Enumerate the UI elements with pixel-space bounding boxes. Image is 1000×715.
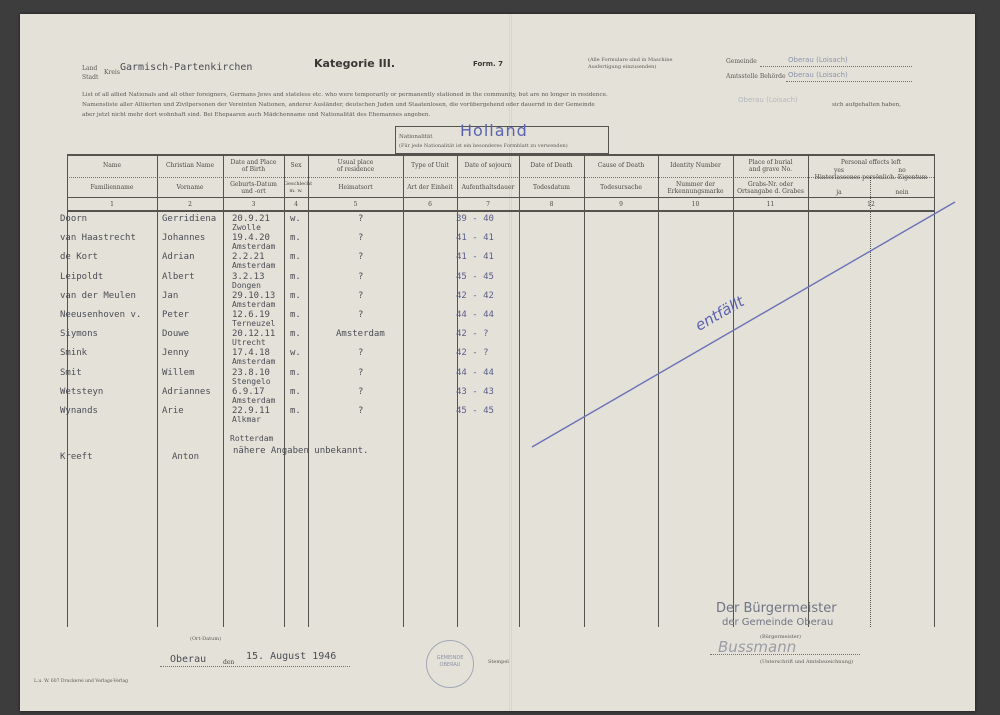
gemeinde-label: Gemeinde [726,58,757,65]
extra-row-place: Rotterdam [230,434,274,443]
col-num-9: 9 [619,201,623,208]
cell-residence: ? [358,348,364,359]
cell-birthplace: Amsterdam [232,357,276,367]
col-num-7: 7 [486,201,490,208]
cell-residence: ? [358,386,364,397]
col-head-death-cause: Cause of Death [597,162,645,169]
cell-sojourn: 42 - ? [456,329,489,340]
cell-birth: 3.2.13 [232,271,265,282]
cell-name: van der Meulen [60,290,136,301]
nationality-value: Holland [460,121,528,140]
col-head-residence: Usual place of residence [336,159,375,173]
document-page [20,14,975,711]
cell-name: Leipoldt [60,271,104,282]
col-head-death-date-de: Todesdatum [532,184,570,191]
ghost-stamp: Oberau (Loisach) [738,96,798,104]
gemeinde-value: Oberau (Loisach) [788,56,848,64]
col-head-effects-nein: nein [895,189,909,196]
col-head-death-date: Date of Death [530,162,573,169]
behoerde-value: Oberau (Loisach) [788,71,848,79]
col-head-christian: Christian Name [165,162,215,169]
col-head-effects-de: Hinterlassenes persönlich. Eigentum [814,174,928,181]
kreis-value: Garmisch-Partenkirchen [120,62,253,73]
header-divider [67,177,934,178]
cell-name: Siymons [60,329,98,340]
cell-first: Douwe [162,329,190,340]
intro-german-2: aber jetzt nicht mehr dort wohnhaft sind. Bei Ehepaaren auch Mädchenname und Nationalität des Ehemannes angeben. [82,112,431,118]
cell-sojourn: 45 - 45 [456,271,494,282]
intro-english: List of all allied Nationals and all other foreigners, Germans Jews and stateless etc. who were temporarily or permanently stationed in the community, but are no longer in residence. [82,92,608,98]
cell-sex: m. [290,329,301,340]
gemeinde-line [760,66,912,67]
cell-sex: m. [290,290,301,301]
printer-note: L.u. W. 607 Druckerei und Verlags-Verlag [34,679,129,684]
date-line [160,666,350,667]
cell-birthplace: Stengelo [232,376,271,386]
col-line-5 [403,154,404,627]
cell-residence: Amsterdam [336,329,385,340]
cell-sojourn: 43 - 43 [456,386,494,397]
extra-row-name: Kreeft [60,452,93,462]
cell-birth: 20.12.11 [232,329,276,340]
form-note-1: (Alle Formulare sind in Maschine [588,57,673,63]
cell-name: Neeusenhoven v. [60,310,142,320]
cell-residence: ? [358,271,364,282]
signature-caption: (Unterschrift und Amtsbezeichnung) [760,659,854,665]
cell-name: Doorn [60,214,88,224]
col-head-death-cause-de: Todesursache [600,184,642,191]
cell-sex: m. [290,271,301,282]
official-seal: GEMEINDE OBERAU [426,640,474,688]
col-line-3 [284,154,285,627]
cell-birthplace: Dongen [232,280,261,290]
form-title: Kategorie III. [314,57,396,70]
ort-datum-label: (Ort-Datum) [190,636,222,642]
col-num-8: 8 [549,201,554,208]
table-top-rule [67,154,934,156]
cell-sojourn: 44 - 44 [456,367,494,378]
cell-birth: 22.9.11 [232,406,270,416]
cell-sex: m. [290,367,301,378]
cell-birth: 19.4.20 [232,233,270,244]
form-number: Form. 7 [473,60,504,68]
signature-line [710,654,860,655]
cell-birthplace: Amsterdam [232,395,276,405]
cancel-mark: entfällt [692,292,748,335]
behoerde-label: Amtsstelle Behörde [726,73,786,80]
col-head-name-de: Familienname [90,184,134,191]
cell-first: Gerridiena [162,214,217,224]
cell-name: Smink [60,348,88,359]
form-note-2: Ausfertigung einzusenden) [588,64,657,70]
footer-date: 15. August 1946 [246,651,337,662]
cell-sojourn: 39 - 40 [456,214,494,224]
nationality-note: (Für jede Nationalität ist ein besonderes Formblatt zu verwenden) [399,143,568,149]
col-num-6: 6 [428,201,432,208]
cell-birthplace: Amsterdam [232,261,276,271]
col-head-unit-de: Art der Einheit [407,184,453,191]
cell-first: Jan [162,290,179,301]
cell-first: Adriannes [162,386,211,397]
col-head-birth-de: Geburts-Datum und -ort [230,181,277,195]
col-head-effects-yes: yes [833,167,845,174]
nationality-label: Nationalität [399,134,433,140]
col-head-effects-ja: ja [836,189,842,196]
cell-birthplace: Amsterdam [232,242,276,252]
kreis-label: Kreis [104,69,120,76]
col-num-4: 4 [294,201,298,208]
col-head-identity-de: Nummer der Erkennungsmarke [667,181,724,195]
cell-birthplace: Amsterdam [232,299,276,309]
cell-sex: m. [290,252,301,263]
cell-residence: ? [358,252,364,263]
stempel-label: Stempel [488,659,509,665]
col-head-sojourn-de: Aufenthaltsdauer [461,184,515,191]
cell-birth: 23.8.10 [232,367,270,378]
col-head-christian-de: Vorname [176,184,204,191]
cell-residence: ? [358,406,364,416]
col-head-identity: Identity Number [670,162,721,169]
cell-residence: ? [358,214,364,224]
cell-birthplace: Alkmar [232,415,261,424]
signature: Bussmann [718,638,797,656]
cell-birthplace: Zwolle [232,223,261,232]
cell-birthplace: Utrecht [232,338,266,348]
col-head-name: Name [102,162,122,169]
col-head-effects: Personal effects left [840,159,902,166]
col-num-11: 11 [766,201,775,208]
cell-birth: 20.9.21 [232,214,270,224]
signer-sub: (Bürgermeister) [760,634,801,640]
cell-sojourn: 42 - 42 [456,290,494,301]
cell-name: de Kort [60,252,98,263]
cell-first: Willem [162,367,195,378]
col-num-10: 10 [691,201,700,208]
col-head-sex-de: Geschlecht m. w. [284,181,313,194]
cell-birthplace: Terneuzel [232,319,276,328]
stadt-label: Stadt [82,74,99,81]
cell-birth: 29.10.13 [232,290,276,301]
cell-sex: m. [290,406,301,416]
cell-name: Wynands [60,406,98,416]
intro-german: Namensliste aller Alliierten und Zivilpersonen der Vereinten Nationen, anderer Ausländer, deutschen Juden und Staatenlosen, die vorübergehend oder dauernd in der Gemeinde [82,102,595,108]
col-line-2 [223,154,224,627]
cell-sex: m. [290,310,301,320]
extra-row-first: Anton [172,452,200,462]
col-num-12: 12 [867,201,875,208]
col-head-sojourn: Date of sojourn [464,162,512,169]
cell-sojourn: 41 - 41 [456,233,494,244]
cell-sex: w. [290,348,301,359]
cell-birth: 6.9.17 [232,386,265,397]
footer-place: Oberau [170,654,207,665]
cell-name: van Haastrecht [60,233,136,244]
behoerde-line [786,81,912,82]
cell-residence: ? [358,367,364,378]
col-head-burial: Place of burial and grave No. [748,159,793,173]
col-num-1: 1 [110,201,114,208]
cell-first: Arie [162,406,184,416]
cell-residence: ? [358,290,364,301]
cell-name: Wetsteyn [60,386,104,397]
footer-den: den [223,659,235,666]
land-label: Land [82,65,98,72]
cell-first: Peter [162,310,190,320]
col-head-burial-de: Grabs-Nr. oder Ortsangabe d. Grabes [737,181,804,195]
cell-first: Adrian [162,252,195,263]
extra-row-note: nähere Angaben unbekannt. [233,446,369,456]
page-fold [509,14,512,711]
col-head-unit: Type of Unit [411,162,449,169]
cell-birth: 17.4.18 [232,348,270,359]
cell-residence: ? [358,233,364,244]
cell-sojourn: 41 - 41 [456,252,494,263]
col-head-effects-no: no [898,167,906,174]
signer-title-2: der Gemeinde Oberau [722,617,834,628]
intro-german-tail: sich aufgehalten haben, [832,102,902,108]
cancel-line [520,194,970,454]
cell-sojourn: 44 - 44 [456,310,494,320]
col-head-sex: Sex [290,162,302,169]
signer-title-1: Der Bürgermeister [716,601,837,616]
cell-birth: 12.6.19 [232,310,270,320]
cell-sex: m. [290,386,301,397]
cell-residence: ? [358,310,364,320]
cell-sojourn: 45 - 45 [456,406,494,416]
col-head-birth: Date and Place of Birth [230,159,277,173]
cell-sex: m. [290,233,301,244]
col-head-residence-de: Heimatsort [338,184,373,191]
cell-first: Johannes [162,233,206,244]
cell-sojourn: 42 - ? [456,348,489,359]
col-line-1 [157,154,158,627]
cell-first: Jenny [162,348,190,359]
col-num-5: 5 [353,201,358,208]
cell-name: Smit [60,367,82,378]
col-num-2: 2 [188,201,192,208]
col-num-3: 3 [251,201,256,208]
cell-first: Albert [162,271,195,282]
cell-sex: w. [290,214,301,224]
cell-birth: 2.2.21 [232,252,265,263]
col-line-4 [308,154,309,627]
